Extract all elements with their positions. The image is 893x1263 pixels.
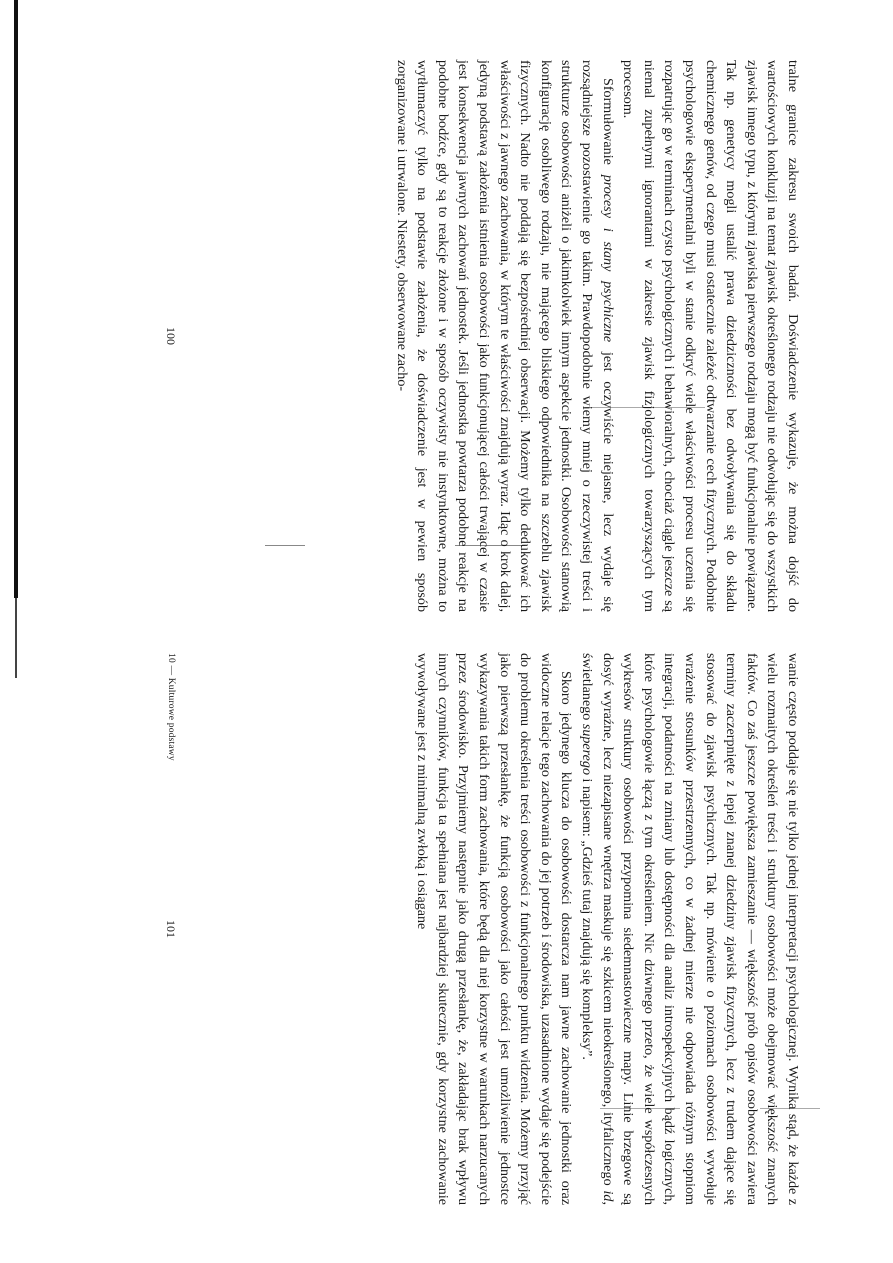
- running-head: 10 — Kulturowe podstawy: [166, 653, 176, 761]
- paragraph: [576, 653, 803, 1205]
- text-run: jest oczywiście niejasne, lecz wydaje się rozsądniejsze pozostawienie go takim. Prawdopodobnie wiemy mniej o rzeczywistej treści i strukturze osobowości aniżeli o jakimkolwiek innym aspekcie jednostki. Osobowości stanowią konfigurację osobliwego rodzaju, nie mającego bliskiego odpowiednika na szczeblu zjawisk fizycznych. Nadto nie poddają się bezpośredniej obserwacji. Możemy tylko dedukować ich właściwości z jawnego zachowania, w którym te właściwości znajdują wyraz. Idąc o krok dalej, jedyną podstawą założenia istnienia osobowości jako funkcjonującej całości trwającej w czasie jest konsekwencja jawnych zachowań jednostek. Jeśli jednostka powtarza podobne reakcje na podobne bodźce, gdy są to reakcje złożone i w sposób oczywisty nie instynktowne, można to wytłumaczyć tylko na podstawie założenia, że doświadczenie jest w pewien sposób zorganizowane i utrwalone. Niestety, obserwowane zacho-: [393, 60, 616, 612]
- binding-edge: [14, 0, 18, 598]
- book-page-left: [158, 60, 803, 612]
- page-body-left: [391, 60, 803, 612]
- binding-edge-lower: [15, 598, 17, 678]
- book-page-right: [158, 653, 803, 1205]
- paragraph: [618, 60, 803, 612]
- italic-term: id: [599, 1190, 616, 1202]
- text-run: , świetlanego: [579, 653, 616, 1205]
- page-footer-left: [158, 60, 178, 612]
- page-number: 101: [164, 920, 178, 938]
- text-run: Skoro jedynego klucza do osobowości dostarcza nam jawne zachowanie jednostki oraz widoczne relacje tego zachowania do jej potrzeb i środowiska, uzasadnione wydaje się podejście do problemu określenia treści osobowości z funkcjonalnego punktu widzenia. Możemy przyjąć jako pierwszą przesłankę, że funkcją osobowości jako całości jest umożliwienie jednostce wykazywania takich form zachowania, które będą dla niej korzystne w warunkach narzucanych przez środowisko. Przyjmiemy następnie jako drugą przesłankę, że, zakładając brak wpływu innych czynników, funkcja ta spełniana jest najbardziej skutecznie, gdy korzystne zachowanie wywoływane jest z minimalną zwłoką i osiągane: [414, 653, 575, 1205]
- page-number: 100: [164, 327, 178, 345]
- page-footer-right: [158, 653, 178, 1205]
- italic-term: procesy i stany psychiczne: [599, 174, 616, 343]
- text-run: i napisem: „Gdzieś tutaj znajdują się kompleksy”.: [579, 775, 596, 1060]
- paragraph: [391, 60, 618, 612]
- italic-term: superego: [579, 723, 596, 775]
- paragraph: [412, 653, 577, 1205]
- text-run: Sformułowanie: [599, 78, 616, 175]
- page-body-right: [412, 653, 803, 1205]
- text-run: wanie często poddaje się nie tylko jednej interpretacji psychologicznej. Wynika stąd, że każde z wielu rozmaitych określeń treści i struktury osobowości może obejmować większość znanych faktów. Co zaś jeszcze powiększa zamieszanie — większość prób opisów osobowości zawiera terminy zaczerpnięte z lepiej znanej dziedziny zjawisk fizycznych, lecz z trudem dające się stosować do zjawisk psychicznych. Tak np. mówienie o poziomach osobowości wywołuje wrażenie stosunków przestrzennych, co w żadnej mierze nie odpowiada różnym stopniom integracji, podatności na zmiany lub dostępności dla analiz introspekcyjnych bądź logicznych, które psychologowie łączą z tym określeniem. Nic dziwnego przeto, że wiele współczesnych wykresów struktury osobowości przypomina siedemnastowieczne mapy. Linie brzegowe są dosyć wyraźne, lecz niezapisane wnętrza maskuje się szkicem nieokreślonego, ityfalicznego: [599, 653, 801, 1205]
- text-run: tralne granice zakresu swoich badań. Doświadczenie wykazuje, że można dojść do wartościowych konkluzji na temat zjawisk określonego rodzaju nie odwołując się do wszystkich zjawisk innego typu, z którymi zjawiska pierwszego rodzaju mogą być funkcjonalnie powiązane. Tak np. genetycy mogli ustalić prawa dziedziczności bez odwoływania się do składu chemicznego genów, od czego musi ostatecznie zależeć odtwarzanie cech fizycznych. Podobnie psychologowie eksperymentalni byli w stanie odkryć wiele właściwości procesu uczenia się rozpatrując go w terminach czysto psychologicznych i behawioralnych, chociaż ciągle jeszcze są niemal zupełnymi ignorantami w zakresie zjawisk fizjologicznych towarzyszących tym procesom.: [620, 60, 801, 612]
